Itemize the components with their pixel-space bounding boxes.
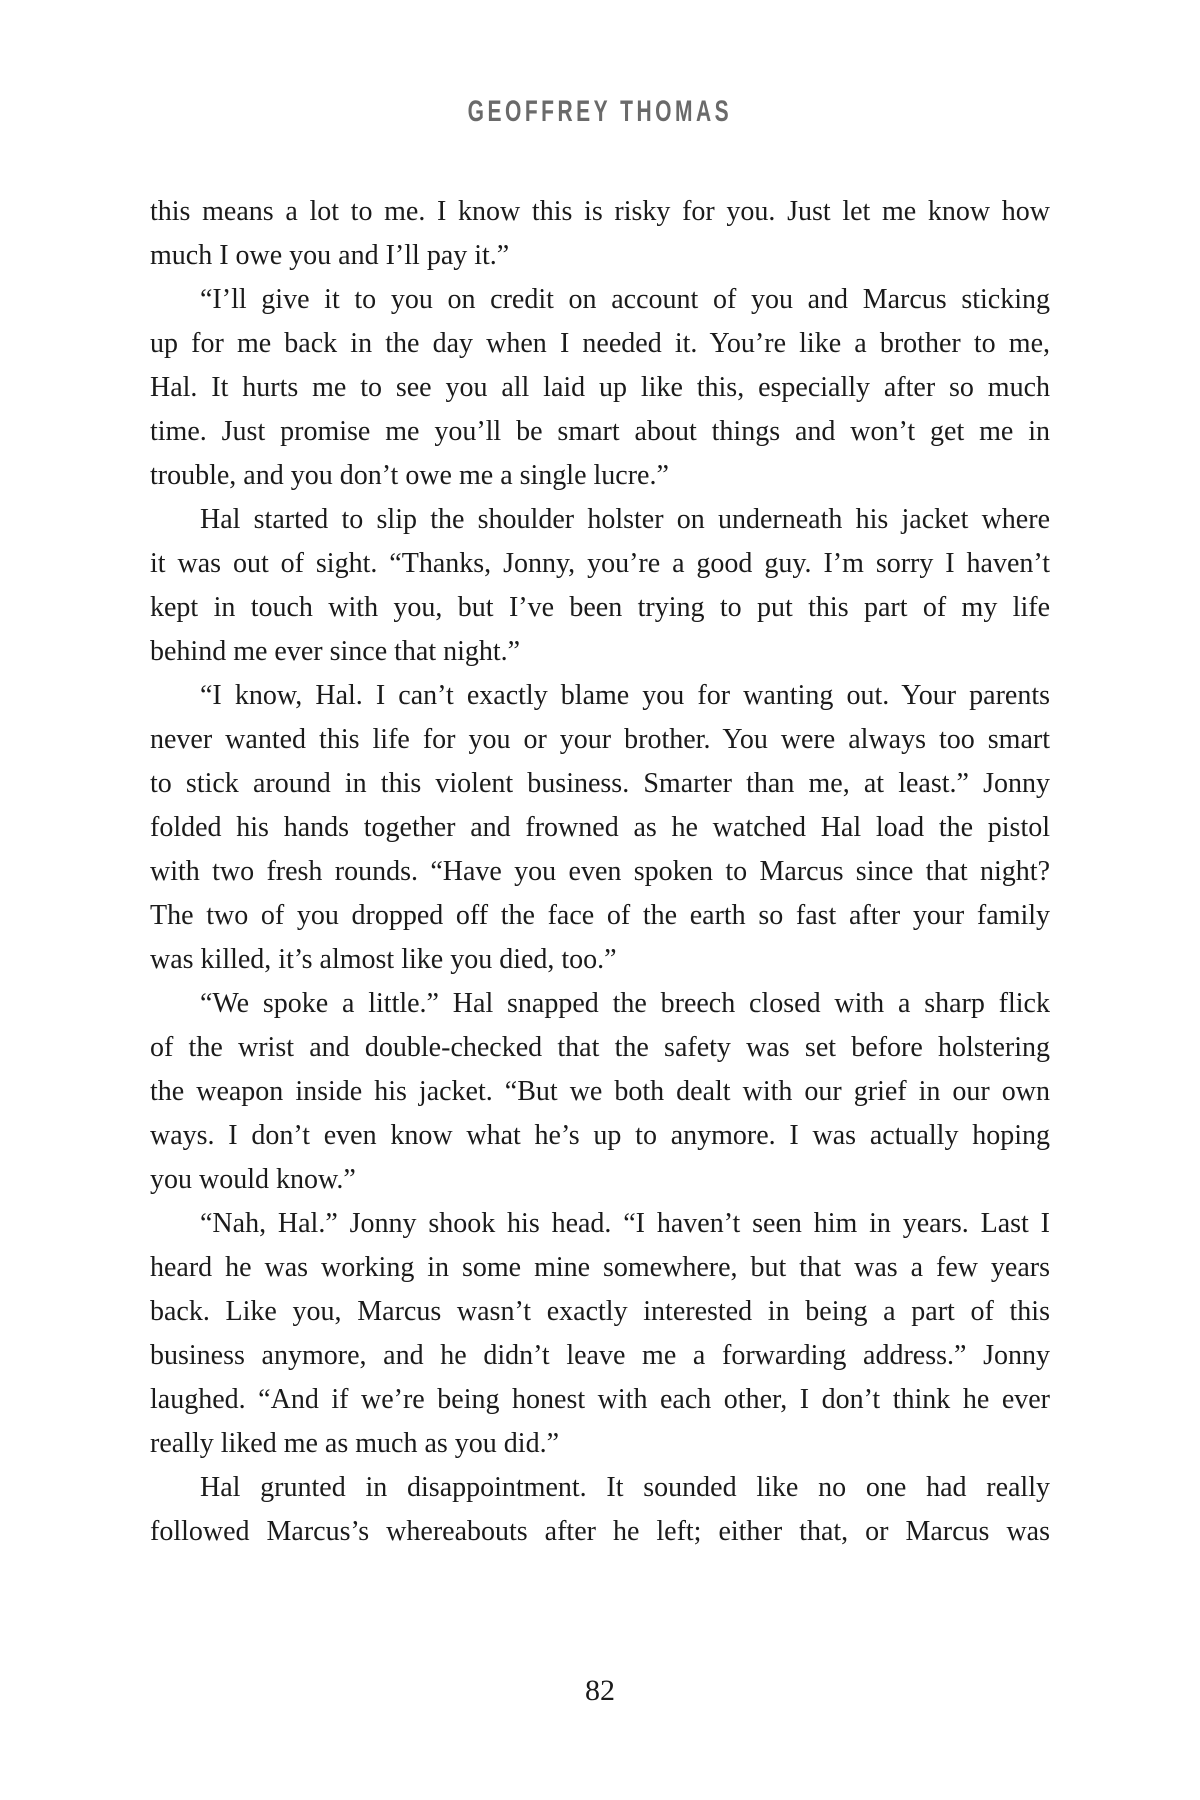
text-line: folded his hands together and frowned as he watched Hal load the pistol — [150, 812, 1050, 843]
text-line: back. Like you, Marcus wasn’t exactly interested in being a part of this — [150, 1296, 1050, 1327]
text-line: much I owe you and I’ll pay it.” — [150, 240, 510, 271]
text-line: kept in touch with you, but I’ve been trying to put this part of my life — [150, 592, 1050, 623]
text-line: laughed. “And if we’re being honest with each other, I don’t think he ever — [150, 1384, 1050, 1415]
text-line: followed Marcus’s whereabouts after he left; either that, or Marcus was — [150, 1516, 1050, 1547]
text-line: time. Just promise me you’ll be smart about things and won’t get me in — [150, 416, 1050, 447]
text-line: to stick around in this violent business. Smarter than me, at least.” Jonny — [150, 768, 1050, 799]
body-text — [150, 190, 1050, 1554]
text-line: business anymore, and he didn’t leave me a forwarding address.” Jonny — [150, 1340, 1050, 1371]
text-line: was killed, it’s almost like you died, too.” — [150, 944, 617, 975]
text-line: behind me ever since that night.” — [150, 636, 521, 667]
paragraph — [150, 190, 1050, 278]
paragraph — [150, 278, 1050, 498]
paragraph — [150, 1466, 1050, 1554]
text-line: “Nah, Hal.” Jonny shook his head. “I haven’t seen him in years. Last I — [200, 1208, 1050, 1239]
text-line: The two of you dropped off the face of the earth so fast after your family — [150, 900, 1050, 931]
text-line: you would know.” — [150, 1164, 356, 1195]
text-line: of the wrist and double-checked that the safety was set before holstering — [150, 1032, 1050, 1063]
paragraph — [150, 674, 1050, 982]
paragraph — [150, 982, 1050, 1202]
text-line: the weapon inside his jacket. “But we both dealt with our grief in our own — [150, 1076, 1050, 1107]
text-line: it was out of sight. “Thanks, Jonny, you’re a good guy. I’m sorry I haven’t — [150, 548, 1050, 579]
paragraph — [150, 1202, 1050, 1466]
running-header — [0, 95, 1200, 129]
running-header-text: GEOFFREY THOMAS — [467, 95, 733, 128]
text-line: “I know, Hal. I can’t exactly blame you for wanting out. Your parents — [200, 680, 1050, 711]
text-line: never wanted this life for you or your brother. You were always too smart — [150, 724, 1050, 755]
paragraph — [150, 498, 1050, 674]
text-line: up for me back in the day when I needed it. You’re like a brother to me, — [150, 328, 1050, 359]
text-line: really liked me as much as you did.” — [150, 1428, 559, 1459]
text-line: trouble, and you don’t owe me a single lucre.” — [150, 460, 669, 491]
text-line: this means a lot to me. I know this is risky for you. Just let me know how — [150, 196, 1050, 227]
text-line: “We spoke a little.” Hal snapped the breech closed with a sharp flick — [200, 988, 1050, 1019]
page-number: 82 — [585, 1674, 615, 1707]
text-line: heard he was working in some mine somewhere, but that was a few years — [150, 1252, 1050, 1283]
text-line: Hal. It hurts me to see you all laid up like this, especially after so much — [150, 372, 1050, 403]
text-line: with two fresh rounds. “Have you even spoken to Marcus since that night? — [150, 856, 1050, 887]
text-line: ways. I don’t even know what he’s up to anymore. I was actually hoping — [150, 1120, 1050, 1151]
text-line: Hal started to slip the shoulder holster on underneath his jacket where — [200, 504, 1050, 535]
text-line: “I’ll give it to you on credit on account of you and Marcus sticking — [200, 284, 1050, 315]
text-line: Hal grunted in disappointment. It sounded like no one had really — [200, 1472, 1050, 1503]
